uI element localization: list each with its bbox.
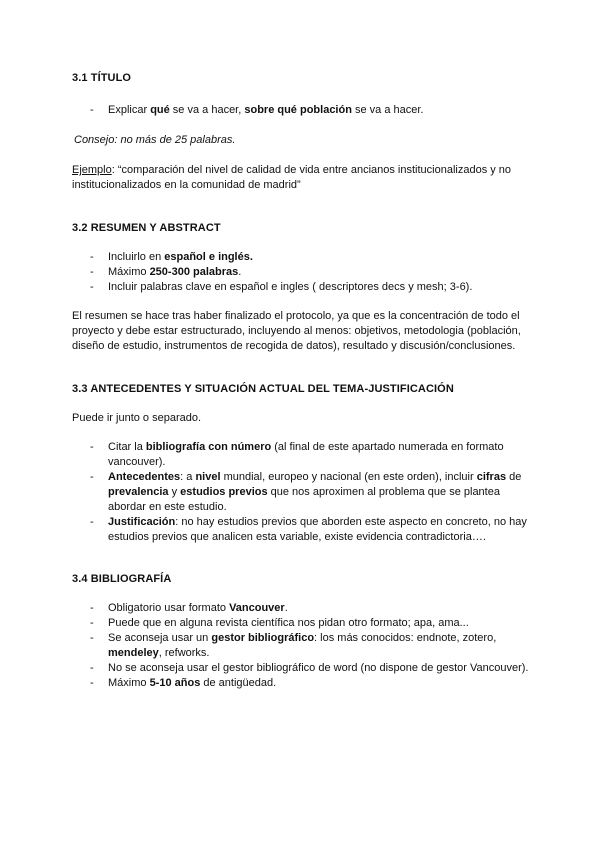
list-item: - Se aconseja usar un gestor bibliográfico: los más conocidos: endnote, zotero, mendeley, refworks. [72, 631, 532, 661]
section-heading-bibliografia: 3.4 BIBLIOGRAFÍA [72, 573, 172, 585]
antecedentes-intro: Puede ir junto o separado. [72, 412, 202, 424]
list-item: - Citar la bibliografía con número (al final de este apartado numerada en formato vancouver). [72, 440, 532, 470]
section-heading-titulo: 3.1 TÍTULO [72, 72, 132, 84]
list-item: - Máximo 250-300 palabras. [72, 265, 532, 280]
list-item: - No se aconseja usar el gestor bibliográfico de word (no dispone de gestor Vancouver). [72, 661, 532, 676]
list-item: - Incluir palabras clave en español e ingles ( descriptores decs y mesh; 3-6). [72, 280, 532, 295]
section-heading-resumen: 3.2 RESUMEN Y ABSTRACT [72, 222, 221, 234]
list-item: - Explicar qué se va a hacer, sobre qué población se va a hacer. [72, 103, 532, 118]
list-item: - Antecedentes: a nivel mundial, europeo y nacional (en este orden), incluir cifras de prevalencia y estudios previos que nos aproximen al problema que se plantea abordar en este estudio. [72, 470, 532, 515]
section-heading-antecedentes: 3.3 ANTECEDENTES Y SITUACIÓN ACTUAL DEL TEMA-JUSTIFICACIÓN [72, 383, 454, 395]
list-item: - Puede que en alguna revista científica nos pidan otro formato; apa, ama... [72, 616, 532, 631]
tip-text: Consejo: no más de 25 palabras. [74, 134, 236, 146]
bullet-list-antecedentes [72, 440, 532, 545]
list-item: - Incluirlo en español e inglés. [72, 250, 532, 265]
bullet-list-bibliografia [72, 601, 532, 691]
example-label: Ejemplo [72, 164, 112, 176]
resumen-paragraph: El resumen se hace tras haber finalizado el protocolo, ya que es la concentración de todo el proyecto y debe estar estructurado, incluyendo al menos: objetivos, metodologia (población, diseño de estudio, instrumentos de recogida de datos), resultado y discusión/conclusiones. [72, 310, 521, 352]
bullet-list-resumen [72, 250, 532, 295]
list-item: - Obligatorio usar formato Vancouver. [72, 601, 532, 616]
list-item: - Máximo 5-10 años de antigüedad. [72, 676, 532, 691]
bullet-list-titulo [72, 103, 532, 118]
example-paragraph: Ejemplo: “comparación del nivel de calidad de vida entre ancianos institucionalizados y no institucionalizados en la comunidad de madrid” [72, 164, 512, 191]
document-page [72, 68, 532, 691]
list-item: - Justificación: no hay estudios previos que aborden este aspecto en concreto, no hay estudios previos que analicen esta variable, existe evidencia contradictoria…. [72, 515, 532, 545]
